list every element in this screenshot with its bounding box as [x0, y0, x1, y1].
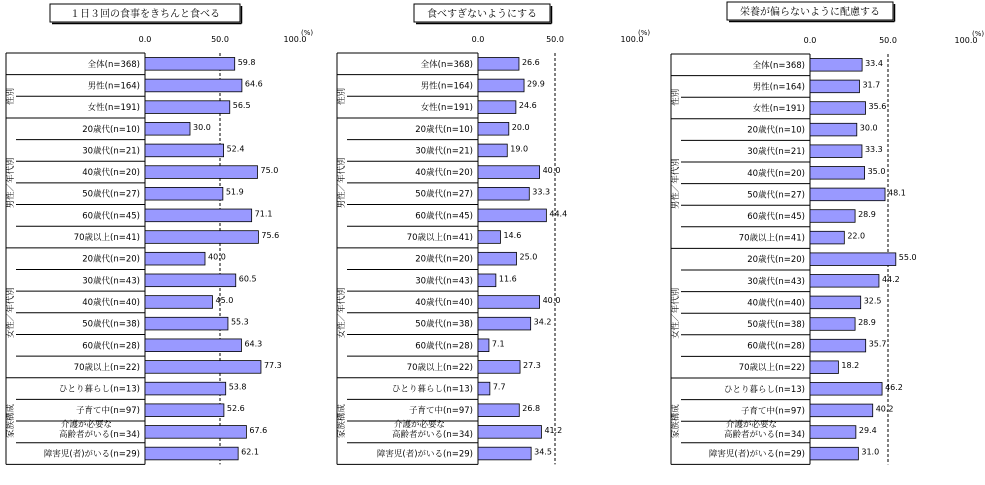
data-label: 67.6	[249, 425, 268, 435]
category-label: 障害児(者)がいる(n=29)	[708, 449, 805, 460]
data-label: 28.9	[858, 210, 876, 219]
data-label: 34.5	[534, 447, 552, 457]
bar	[478, 252, 517, 265]
category-label: 女性(n=191)	[420, 103, 473, 114]
bar	[145, 382, 226, 395]
bar	[810, 123, 857, 136]
data-label: 55.0	[898, 253, 917, 263]
data-label: 14.6	[503, 231, 522, 241]
bar	[478, 404, 519, 417]
unit-label: (%)	[972, 30, 985, 38]
data-label: 22.0	[847, 231, 866, 241]
data-label: 62.1	[241, 447, 259, 457]
tick-label: 100.0	[283, 35, 307, 44]
bar	[145, 79, 242, 92]
category-label: 30歳代(n=21)	[747, 147, 805, 158]
data-label: 40.0	[208, 252, 226, 262]
data-label: 33.3	[864, 145, 883, 155]
data-label: 71.1	[254, 209, 273, 219]
bar	[810, 404, 873, 417]
data-label: 64.6	[244, 79, 263, 89]
bar	[478, 426, 541, 439]
bar	[478, 339, 489, 352]
data-label: 26.8	[522, 404, 541, 414]
data-label: 60.5	[238, 274, 257, 284]
category-label: 70歳以上(n=41)	[738, 233, 805, 244]
category-label: 女性(n=191)	[87, 103, 140, 114]
bar	[145, 317, 228, 330]
data-label: 56.5	[232, 101, 251, 111]
bar	[145, 144, 224, 157]
category-label: 20歳代(n=20)	[415, 254, 473, 265]
bar	[810, 361, 838, 374]
tick-label: 100.0	[620, 35, 644, 44]
bar	[810, 231, 844, 244]
data-label: 29.4	[858, 426, 877, 435]
bar	[145, 252, 205, 265]
category-label: 男性(n=164)	[87, 81, 140, 92]
chart-title: 栄養が偏らないように配慮する	[740, 7, 880, 18]
data-label: 40.0	[542, 295, 561, 305]
bar	[810, 210, 855, 223]
group-label: 家族構成	[671, 404, 681, 439]
data-label: 20.0	[511, 122, 530, 132]
category-label: 全体(n=368)	[420, 59, 473, 70]
bar	[478, 166, 540, 179]
category-label: 40歳代(n=20)	[415, 168, 473, 179]
category-label: 介護が必要な高齢者がいる(n=34)	[392, 419, 473, 440]
bar	[145, 447, 238, 460]
data-label: 41.2	[544, 425, 563, 435]
group-label: 男性／年代別	[671, 158, 681, 210]
data-label: 30.0	[193, 122, 211, 132]
data-label: 31.0	[861, 447, 880, 457]
data-label: 32.5	[863, 296, 882, 306]
chart-title: １日３回の食事をきちんと食べる	[70, 9, 220, 20]
bar	[478, 209, 546, 222]
data-label: 48.1	[888, 188, 906, 198]
bar	[145, 361, 261, 374]
category-label: 60歳代(n=28)	[415, 341, 473, 352]
category-label: 介護が必要な高齢者がいる(n=34)	[59, 419, 140, 440]
data-label: 75.0	[260, 166, 279, 176]
category-label: 70歳以上(n=41)	[73, 233, 140, 244]
group-label: 家族構成	[6, 404, 16, 439]
category-label: 60歳代(n=28)	[82, 341, 140, 352]
group-label: 男性／年代別	[337, 157, 347, 209]
bar	[810, 339, 866, 352]
category-label: 20歳代(n=10)	[747, 125, 805, 136]
bar	[145, 426, 246, 439]
category-label: 60歳代(n=28)	[747, 341, 805, 352]
category-label: 50歳代(n=27)	[747, 190, 805, 201]
data-label: 33.4	[865, 58, 883, 68]
bar	[145, 231, 258, 244]
category-label: 70歳以上(n=41)	[406, 233, 473, 244]
bar	[478, 317, 531, 330]
data-label: 7.7	[492, 382, 506, 392]
category-label: 男性(n=164)	[420, 81, 473, 92]
chart-panel-1	[5, 4, 313, 464]
data-label: 35.0	[867, 166, 886, 176]
group-label: 性別	[337, 87, 347, 105]
tick-label: 0.0	[138, 35, 152, 44]
category-label: 障害児(者)がいる(n=29)	[43, 449, 140, 460]
bar	[145, 58, 235, 71]
category-label: 全体(n=368)	[752, 60, 805, 71]
bar	[810, 447, 858, 460]
bar	[810, 80, 859, 93]
tick-label: 50.0	[211, 35, 229, 44]
data-label: 52.6	[226, 404, 245, 414]
category-label: 子育て中(n=97)	[409, 406, 473, 417]
category-label: 40歳代(n=40)	[82, 297, 140, 308]
data-label: 44.4	[549, 209, 568, 219]
category-label: 20歳代(n=10)	[82, 124, 140, 135]
category-label: 50歳代(n=38)	[747, 320, 805, 330]
category-label: 30歳代(n=43)	[82, 276, 140, 287]
bar	[810, 383, 882, 396]
category-label: 障害児(者)がいる(n=29)	[376, 449, 473, 460]
data-label: 51.9	[225, 187, 244, 197]
category-label: 30歳代(n=21)	[415, 146, 473, 157]
data-label: 11.6	[498, 274, 517, 284]
category-label: 70歳以上(n=22)	[406, 362, 473, 373]
category-label: 女性(n=191)	[752, 104, 805, 114]
bar	[810, 275, 879, 288]
data-label: 26.6	[521, 57, 540, 67]
bar	[478, 79, 524, 92]
bar	[810, 145, 862, 158]
bar	[145, 404, 224, 417]
bar	[478, 122, 509, 135]
category-label: 30歳代(n=21)	[82, 146, 140, 157]
category-label: 20歳代(n=10)	[415, 124, 473, 135]
bar	[478, 231, 500, 244]
bar	[810, 59, 862, 72]
bar	[810, 426, 856, 439]
category-label: 50歳代(n=27)	[415, 189, 473, 200]
bar	[478, 382, 490, 395]
category-label: ひとり暮らし(n=13)	[724, 384, 805, 395]
unit-label: (%)	[638, 29, 651, 37]
data-label: 45.0	[215, 295, 234, 305]
group-label: 家族構成	[337, 404, 347, 439]
data-label: 46.2	[885, 382, 903, 392]
category-label: 60歳代(n=45)	[415, 211, 473, 222]
bar	[810, 296, 861, 309]
data-label: 35.6	[868, 102, 887, 111]
bar	[145, 209, 252, 222]
bar	[478, 58, 519, 71]
category-label: 40歳代(n=40)	[747, 298, 805, 309]
data-label: 75.6	[261, 231, 280, 241]
category-label: 60歳代(n=45)	[82, 211, 140, 222]
data-label: 52.4	[226, 144, 245, 154]
category-label: 介護が必要な高齢者がいる(n=34)	[724, 420, 805, 440]
bar	[478, 101, 516, 114]
data-label: 7.1	[491, 339, 505, 349]
data-label: 35.7	[868, 339, 887, 349]
bar	[145, 296, 213, 309]
group-label: 男性／年代別	[6, 157, 16, 209]
category-label: 子育て中(n=97)	[76, 406, 140, 417]
bar	[145, 274, 236, 287]
category-label: 30歳代(n=43)	[747, 276, 805, 287]
group-label: 女性／年代別	[337, 287, 347, 339]
category-label: 50歳代(n=27)	[82, 189, 140, 200]
data-label: 53.8	[228, 382, 247, 392]
bar	[145, 187, 223, 200]
data-label: 29.9	[527, 79, 545, 89]
tick-label: 50.0	[879, 36, 897, 45]
bar	[810, 167, 865, 180]
category-label: 70歳以上(n=22)	[73, 362, 140, 373]
bar	[478, 274, 496, 287]
bar	[810, 318, 855, 331]
data-label: 28.9	[858, 318, 876, 327]
data-label: 25.0	[519, 252, 538, 262]
chart-panel-3	[670, 2, 984, 464]
data-label: 64.3	[244, 339, 263, 349]
bar	[478, 361, 520, 374]
tick-label: 0.0	[803, 36, 817, 45]
bar	[145, 339, 241, 352]
data-label: 40.0	[542, 166, 561, 176]
unit-label: (%)	[301, 29, 314, 37]
bar	[145, 101, 230, 114]
category-label: 20歳代(n=20)	[82, 254, 140, 265]
category-label: 40歳代(n=20)	[82, 168, 140, 179]
data-label: 33.3	[532, 187, 551, 197]
category-label: 50歳代(n=38)	[82, 319, 140, 330]
data-label: 44.2	[881, 274, 900, 284]
bar	[810, 102, 866, 115]
group-label: 女性／年代別	[671, 287, 681, 339]
category-label: 40歳代(n=20)	[747, 168, 805, 179]
data-label: 59.8	[237, 57, 256, 67]
data-label: 30.0	[859, 123, 878, 133]
data-label: 40.2	[875, 404, 894, 414]
chart-title: 食べすぎないようにする	[427, 9, 537, 20]
category-label: 70歳以上(n=22)	[738, 363, 805, 374]
category-label: 20歳代(n=20)	[747, 255, 805, 266]
category-label: ひとり暮らし(n=13)	[392, 384, 473, 395]
data-label: 24.6	[518, 101, 537, 111]
data-label: 19.0	[510, 144, 529, 154]
bar	[478, 187, 529, 200]
group-label: 女性／年代別	[6, 287, 16, 339]
category-label: 60歳代(n=45)	[747, 212, 805, 222]
bar	[478, 144, 507, 157]
data-label: 31.7	[862, 80, 881, 90]
category-label: 50歳代(n=38)	[415, 319, 473, 330]
data-label: 55.3	[230, 317, 249, 327]
data-label: 27.3	[523, 360, 541, 370]
data-label: 77.3	[263, 360, 282, 370]
category-label: 30歳代(n=43)	[415, 276, 473, 287]
data-label: 18.2	[841, 361, 860, 371]
bar	[478, 296, 540, 309]
data-label: 34.2	[533, 317, 552, 327]
tick-label: 0.0	[471, 35, 485, 44]
bar	[478, 447, 531, 460]
chart-panel-2	[336, 4, 650, 464]
bar	[810, 253, 896, 266]
group-label: 性別	[671, 88, 681, 106]
category-label: 子育て中(n=97)	[741, 406, 805, 417]
tick-label: 50.0	[546, 35, 564, 44]
category-label: ひとり暮らし(n=13)	[59, 384, 140, 395]
category-label: 40歳代(n=40)	[415, 297, 473, 308]
category-label: 男性(n=164)	[752, 82, 805, 93]
group-label: 性別	[6, 87, 16, 105]
bar	[145, 122, 190, 135]
tick-label: 100.0	[954, 36, 978, 45]
bar	[810, 188, 885, 201]
bar	[145, 166, 258, 179]
category-label: 全体(n=368)	[87, 59, 140, 70]
